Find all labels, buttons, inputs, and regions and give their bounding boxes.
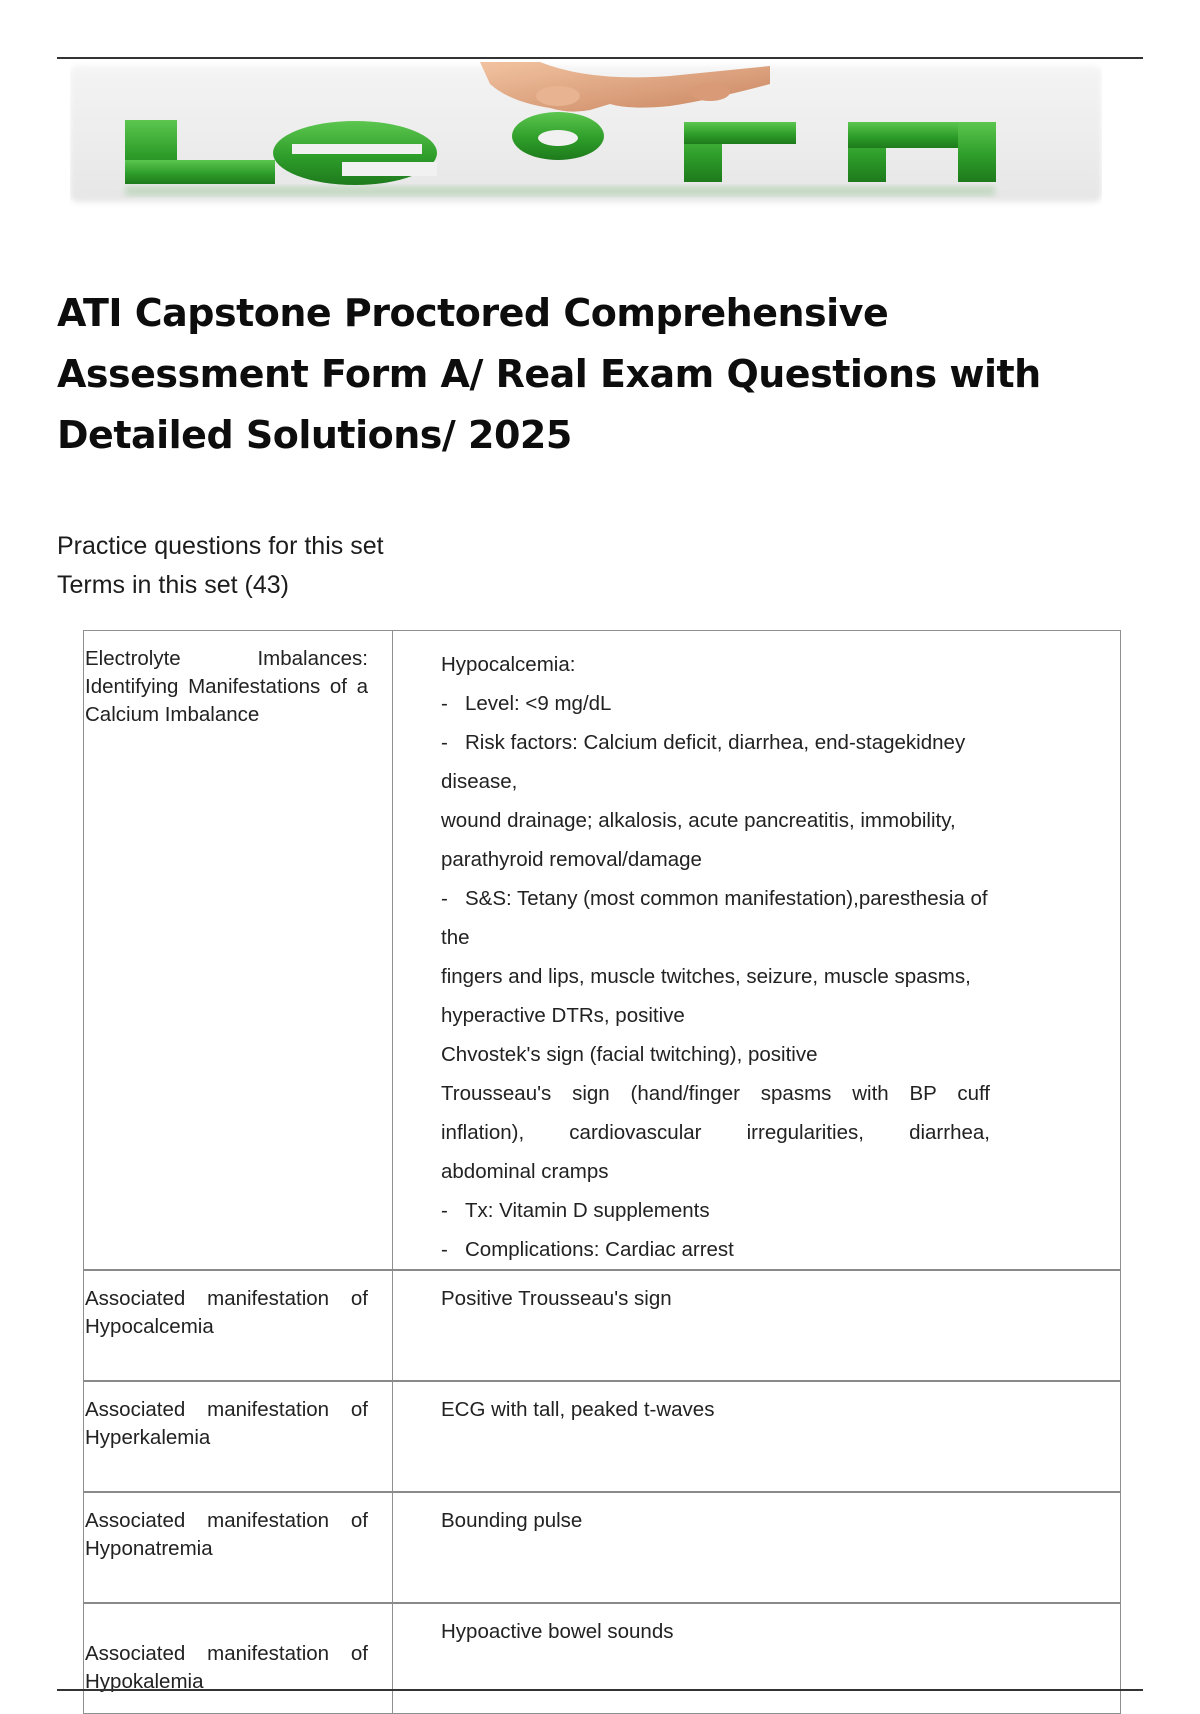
definition-line: Trousseau's sign (hand/finger spasms with BP cuff [441, 1082, 990, 1105]
document-title: ATI Capstone Proctored Comprehensive Assessment Form A/ Real Exam Questions with Detailed Solutions/ 2025 [57, 291, 1041, 457]
definition-cell [393, 1270, 1121, 1381]
definition-line: inflation), cardiovascular irregularities, diarrhea, [441, 1121, 990, 1144]
table-row [84, 1270, 1121, 1381]
term-cell [84, 1381, 393, 1492]
definition-line: wound drainage; alkalosis, acute pancreatitis, immobility, [441, 809, 956, 832]
definition-line: - Complications: Cardiac arrest [441, 1230, 990, 1269]
term-text: Electrolyte Imbalances: Identifying Manifestations of a Calcium Imbalance [85, 647, 368, 726]
definition-line: Chvostek's sign (facial twitching), positive [441, 1043, 818, 1066]
table-row [84, 631, 1121, 1271]
definition-text: Bounding pulse [441, 1509, 583, 1532]
definition-cell [393, 1603, 1121, 1714]
term-text: Associated manifestation of Hypocalcemia [85, 1287, 368, 1338]
learn-logo [70, 62, 1102, 212]
practice-questions-label: Practice questions for this set [57, 532, 384, 560]
definition-line: - Level: <9 mg/dL [441, 684, 990, 723]
term-text: Associated manifestation of Hyperkalemia [85, 1398, 368, 1449]
definition-line: hyperactive DTRs, positive [441, 1004, 685, 1027]
definition-text: Positive Trousseau's sign [441, 1287, 672, 1310]
definition-line: - S&S: Tetany (most common manifestation),paresthesia of the [441, 879, 990, 957]
definition-text: ECG with tall, peaked t-waves [441, 1398, 715, 1421]
bottom-divider [57, 1689, 1143, 1691]
term-text: Associated manifestation of Hyponatremia [85, 1509, 368, 1560]
definition-cell [393, 631, 1121, 1271]
definition-line: abdominal cramps [441, 1160, 609, 1183]
definition-cell [393, 1492, 1121, 1603]
definition-line: - Tx: Vitamin D supplements [441, 1191, 990, 1230]
definition-line: Hypocalcemia: [441, 653, 576, 676]
set-info [57, 527, 384, 605]
term-cell [84, 631, 393, 1271]
terms-count-label: Terms in this set (43) [57, 571, 290, 599]
definition-line: fingers and lips, muscle twitches, seizure, muscle spasms, [441, 965, 971, 988]
table-row [84, 1603, 1121, 1714]
definition-cell [393, 1381, 1121, 1492]
table-row [84, 1381, 1121, 1492]
top-divider [57, 57, 1143, 59]
terms-table [83, 630, 1121, 1714]
table-row [84, 1492, 1121, 1603]
term-cell [84, 1603, 393, 1714]
term-cell [84, 1492, 393, 1603]
definition-line: - Risk factors: Calcium deficit, diarrhea, end-stagekidney disease, [441, 723, 990, 801]
definition-line: parathyroid removal/damage [441, 848, 702, 871]
term-cell [84, 1270, 393, 1381]
term-text: Associated manifestation of Hypokalemia [85, 1642, 368, 1693]
definition-text: Hypoactive bowel sounds [441, 1620, 674, 1643]
